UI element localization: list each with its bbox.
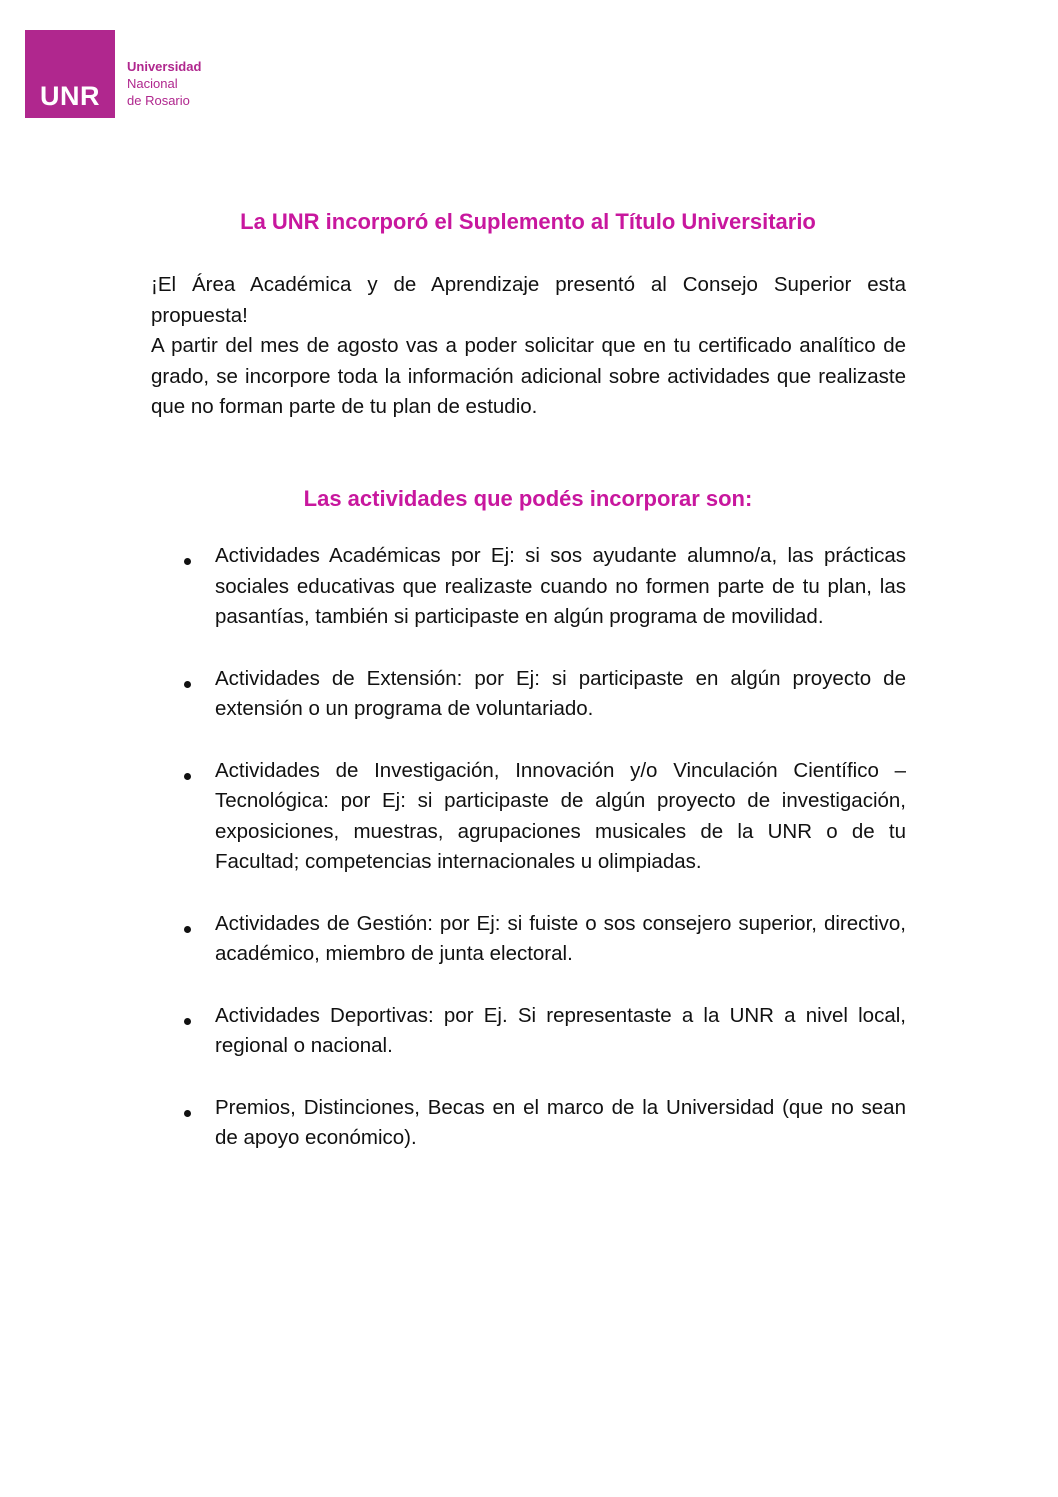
intro-paragraph-2: A partir del mes de agosto vas a poder solicitar que en tu certificado analítico de grado, se incorpore toda la información adicional sobre actividades que realizaste que no forman parte de tu plan de estudio.	[151, 334, 906, 418]
list-item	[151, 541, 906, 633]
bullet-icon	[184, 926, 191, 933]
logo-name-line-3: de Rosario	[127, 93, 190, 108]
intro-paragraph-1: ¡El Área Académica y de Aprendizaje presentó al Consejo Superior esta propuesta!	[151, 273, 906, 327]
activity-text: Actividades Académicas por Ej: si sos ayudante alumno/a, las prácticas sociales educativas que realizaste cuando no formen parte de tu plan, las pasantías, también si participaste en algún programa de movilidad.	[215, 544, 906, 628]
logo-mark	[25, 30, 115, 118]
list-item	[151, 909, 906, 970]
activity-text: Actividades de Gestión: por Ej: si fuiste o sos consejero superior, directivo, académico, miembro de junta electoral.	[215, 911, 906, 965]
activity-text: Actividades de Investigación, Innovación y/o Vinculación Científico – Tecnológica: por Ej: si participaste de algún proyecto de investigación, exposiciones, muestras, agrupaciones musicales de la UNR o de tu Facultad; competencias internacionales u olimpiadas.	[215, 758, 906, 873]
list-item	[151, 1001, 906, 1062]
activity-text: Premios, Distinciones, Becas en el marco de la Universidad (que no sean de apoyo económico).	[215, 1095, 906, 1149]
logo-university-name	[127, 58, 201, 109]
list-item	[151, 1093, 906, 1154]
bullet-icon	[184, 1018, 191, 1025]
intro-section	[151, 270, 906, 423]
logo-name-line-2: Nacional	[127, 76, 178, 91]
bullet-icon	[184, 558, 191, 565]
logo-name-line-1: Universidad	[127, 59, 202, 74]
unr-logo	[25, 30, 201, 118]
bullet-icon	[184, 1110, 191, 1117]
list-item	[151, 756, 906, 878]
activities-heading: Las actividades que podés incorporar son:	[303, 486, 753, 511]
activities-list	[151, 541, 906, 1185]
activity-text: Actividades de Extensión: por Ej: si participaste en algún proyecto de extensión o un programa de voluntariado.	[215, 666, 906, 720]
activity-text: Actividades Deportivas: por Ej. Si representaste a la UNR a nivel local, regional o nacional.	[215, 1003, 906, 1057]
logo-acronym: UNR	[40, 81, 100, 111]
page-title: La UNR incorporó el Suplemento al Título Universitario	[240, 209, 816, 234]
bullet-icon	[184, 773, 191, 780]
bullet-icon	[184, 681, 191, 688]
list-item	[151, 664, 906, 725]
